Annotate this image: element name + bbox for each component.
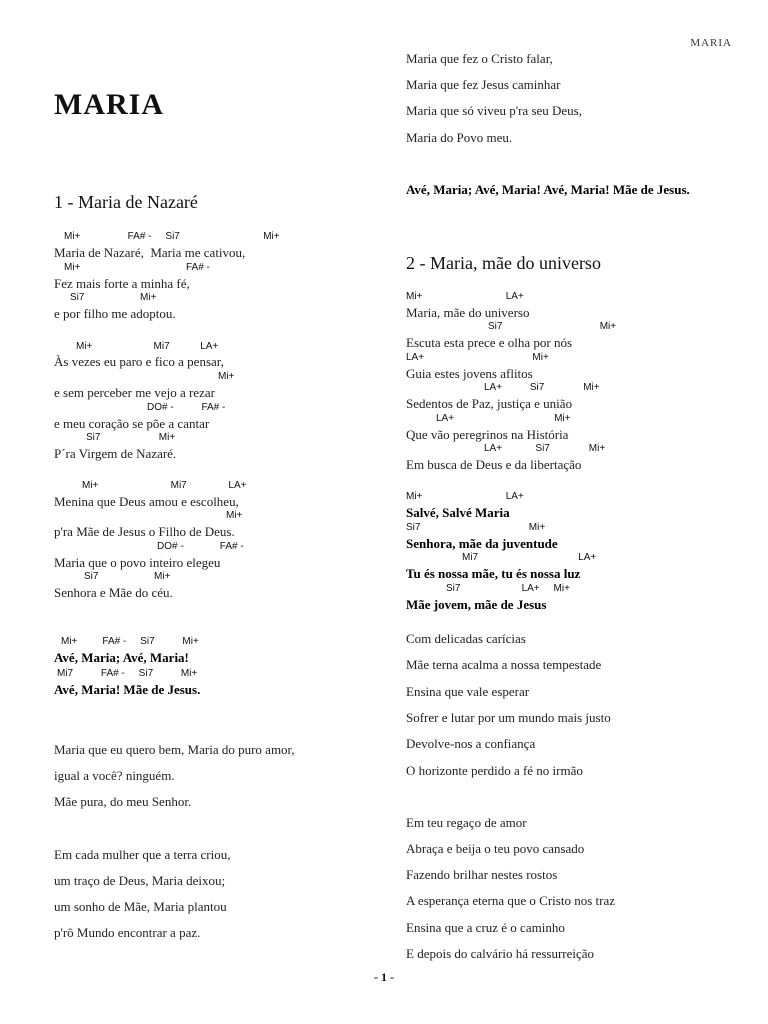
chord-line: Si7 Mi+: [406, 522, 546, 533]
lyric-line: Abraça e beija o teu povo cansado: [406, 841, 585, 856]
chorus-line: Salvé, Salvé Maria: [406, 505, 510, 520]
chord-line: Mi+ FA# - Si7 Mi+: [64, 231, 280, 242]
lyric-line: Em cada mulher que a terra criou,: [54, 847, 231, 862]
section-2-heading: 2 - Maria, mãe do universo: [406, 253, 601, 273]
lyric-line: p'ra Mãe de Jesus o Filho de Deus.: [54, 524, 235, 539]
lyric-line: Ensina que a cruz é o caminho: [406, 920, 565, 935]
chord-line: DO# - FA# -: [157, 541, 244, 552]
lyric-line: um sonho de Mãe, Maria plantou: [54, 899, 227, 914]
chord-line: Si7 Mi+: [488, 321, 617, 332]
chord-line: Si7 Mi+: [70, 292, 157, 303]
chorus-line: Senhora, mãe da juventude: [406, 536, 558, 551]
chord-line: Mi+ Mi7 LA+: [76, 341, 219, 352]
lyric-line: igual a você? ninguém.: [54, 768, 175, 783]
lyric-line: Maria do Povo meu.: [406, 130, 513, 145]
lyric-line: Sofrer e lutar por um mundo mais justo: [406, 710, 611, 725]
lyric-line: Maria que o povo inteiro elegeu: [54, 555, 221, 570]
section-1-heading: 1 - Maria de Nazaré: [54, 192, 198, 212]
lyric-line: Em busca de Deus e da libertação: [406, 457, 582, 472]
chord-line: Mi+ FA# -: [64, 262, 210, 273]
lyric-line: p'rô Mundo encontrar a paz.: [54, 925, 201, 940]
lyric-line: e sem perceber me vejo a rezar: [54, 385, 215, 400]
chord-line: Mi+: [218, 371, 235, 382]
lyric-line: P´ra Virgem de Nazaré.: [54, 446, 177, 461]
chord-line: Mi+: [226, 510, 243, 521]
chord-line: LA+ Mi+: [436, 413, 571, 424]
lyric-line: E depois do calvário há ressurreição: [406, 946, 595, 961]
chord-line: LA+ Mi+: [406, 352, 549, 363]
lyric-line: Maria, mãe do universo: [406, 305, 530, 320]
chord-line: Mi+ Mi7 LA+: [82, 480, 247, 491]
lyric-line: Senhora e Mãe do céu.: [54, 585, 173, 600]
lyric-line: Fazendo brilhar nestes rostos: [406, 867, 558, 882]
lyric-line: Sedentos de Paz, justiça e união: [406, 396, 573, 411]
lyric-line: Maria que fez o Cristo falar,: [406, 51, 553, 66]
running-header: MARIA: [690, 37, 732, 49]
lyric-line: Que vão peregrinos na História: [406, 427, 569, 442]
chorus-chord-line: Mi+ FA# - Si7 Mi+: [61, 636, 199, 647]
chord-line: LA+ Si7 Mi+: [484, 382, 600, 393]
chorus-chord-line: Mi7 FA# - Si7 Mi+: [57, 668, 198, 679]
chord-line: Mi+ LA+: [406, 491, 524, 502]
lyric-line: Em teu regaço de amor: [406, 815, 527, 830]
chord-line: LA+ Si7 Mi+: [484, 443, 606, 454]
lyric-line: A esperança eterna que o Cristo nos traz: [406, 893, 616, 908]
page-number: - 1 -: [374, 970, 394, 984]
chorus-line: Avé, Maria; Avé, Maria!: [54, 650, 189, 665]
chord-line: Mi7 LA+: [462, 552, 597, 563]
lyric-line: e meu coração se põe a cantar: [54, 416, 210, 431]
chord-line: Mi+ LA+: [406, 291, 524, 302]
chord-line: Si7 Mi+: [84, 571, 171, 582]
lyric-line: Às vezes eu paro e fico a pensar,: [54, 354, 224, 369]
lyric-line: Mãe pura, do meu Senhor.: [54, 794, 192, 809]
chorus-line: Tu és nossa mãe, tu és nossa luz: [406, 566, 581, 581]
lyric-line: Ensina que vale esperar: [406, 684, 530, 699]
lyric-line: Com delicadas carícias: [406, 631, 526, 646]
lyric-line: Guia estes jovens aflitos: [406, 366, 533, 381]
lyric-line: Maria que eu quero bem, Maria do puro amor,: [54, 742, 295, 757]
chord-line: DO# - FA# -: [147, 402, 226, 413]
chorus-line: Avé, Maria; Avé, Maria! Avé, Maria! Mãe de Jesus.: [406, 182, 690, 197]
lyric-line: Fez mais forte a minha fé,: [54, 276, 190, 291]
lyric-line: e por filho me adoptou.: [54, 306, 176, 321]
lyric-line: Maria que fez Jesus caminhar: [406, 77, 561, 92]
chorus-line: Mãe jovem, mãe de Jesus: [406, 597, 547, 612]
lyric-line: Mãe terna acalma a nossa tempestade: [406, 657, 602, 672]
lyric-line: Maria de Nazaré, Maria me cativou,: [54, 245, 246, 260]
lyric-line: um traço de Deus, Maria deixou;: [54, 873, 226, 888]
chord-line: Si7 LA+ Mi+: [446, 583, 570, 594]
lyric-line: Escuta esta prece e olha por nós: [406, 335, 573, 350]
lyric-line: Menina que Deus amou e escolheu,: [54, 494, 239, 509]
song-title: MARIA: [54, 88, 164, 121]
lyric-line: Maria que só viveu p'ra seu Deus,: [406, 103, 582, 118]
chord-line: Si7 Mi+: [86, 432, 176, 443]
chorus-line: Avé, Maria! Mãe de Jesus.: [54, 682, 201, 697]
lyric-line: Devolve-nos a confiança: [406, 736, 536, 751]
lyric-line: O horizonte perdido a fé no irmão: [406, 763, 583, 778]
